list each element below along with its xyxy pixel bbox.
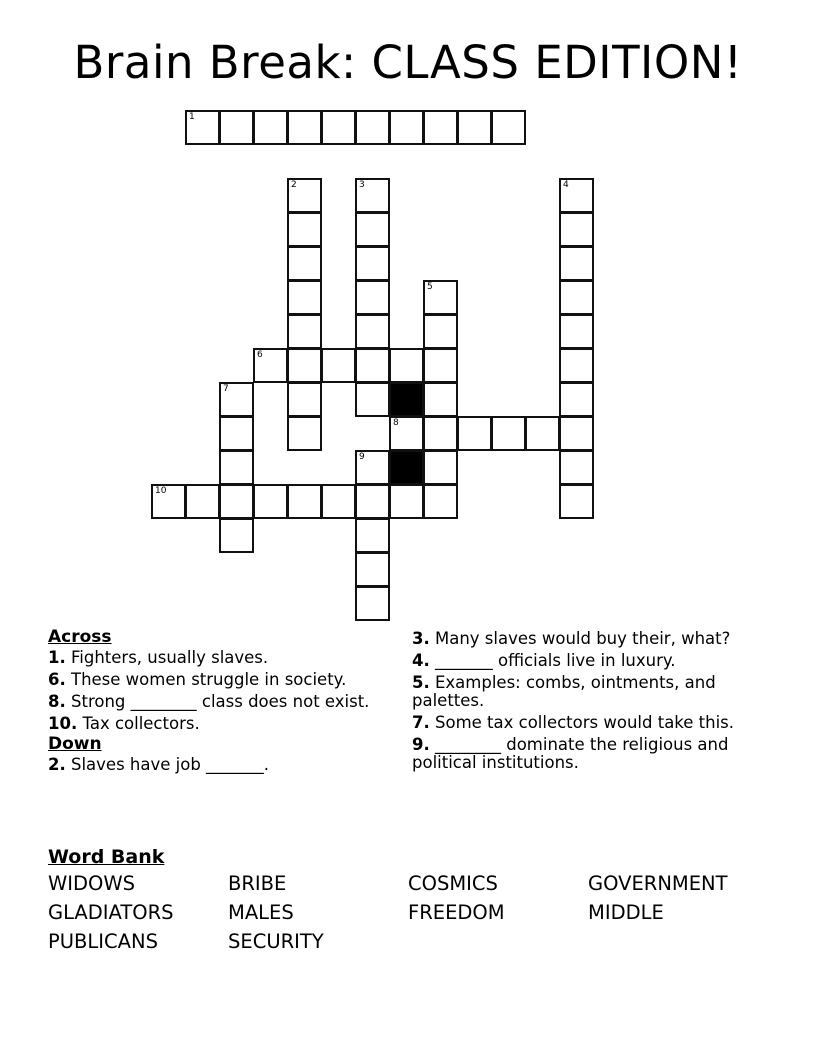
grid-cell[interactable] [389, 110, 424, 145]
across-heading: Across [48, 627, 112, 647]
grid-cell[interactable] [559, 212, 594, 247]
grid-cell[interactable] [423, 382, 458, 417]
grid-cell[interactable] [423, 280, 458, 315]
clue-number-label: 9 [359, 452, 365, 462]
grid-cell[interactable] [185, 110, 220, 145]
clue-text: Examples: combs, ointments, and palettes. [412, 673, 716, 710]
grid-cell[interactable] [355, 552, 390, 587]
grid-cell[interactable] [287, 110, 322, 145]
word-bank-heading: Word Bank [48, 846, 165, 868]
word-bank-item: SECURITY [228, 930, 324, 953]
grid-cell[interactable] [287, 314, 322, 349]
clue-down-3 [412, 630, 752, 648]
grid-cell[interactable] [559, 178, 594, 213]
clue-text: Slaves have job _______. [65, 755, 270, 774]
grid-cell[interactable] [457, 416, 492, 451]
clue-number-label: 10 [155, 486, 167, 496]
clue-text: Many slaves would buy their, what? [429, 629, 731, 648]
down-heading: Down [48, 734, 102, 754]
grid-cell[interactable] [423, 416, 458, 451]
grid-cell[interactable] [287, 280, 322, 315]
clue-text: Fighters, usually slaves. [65, 648, 269, 667]
clue-number: 7. [412, 713, 430, 732]
grid-cell[interactable] [287, 246, 322, 281]
grid-cell[interactable] [355, 586, 390, 621]
word-bank-item: WIDOWS [48, 872, 136, 895]
word-bank-list [48, 872, 768, 953]
black-cell [389, 450, 424, 485]
grid-cell[interactable] [559, 416, 594, 451]
grid-cell[interactable] [355, 246, 390, 281]
grid-cell[interactable] [355, 382, 390, 417]
grid-cell[interactable] [355, 484, 390, 519]
grid-cell[interactable] [355, 178, 390, 213]
grid-cell[interactable] [355, 212, 390, 247]
clue-down-9 [412, 736, 752, 772]
grid-cell[interactable] [525, 416, 560, 451]
word-bank-item: FREEDOM [408, 901, 505, 924]
grid-cell[interactable] [321, 110, 356, 145]
clue-number-label: 1 [189, 112, 195, 122]
black-cell [389, 382, 424, 417]
clue-number-label: 6 [257, 350, 263, 360]
clue-number: 10. [48, 714, 78, 733]
clues-left-column [48, 628, 388, 778]
word-bank-item: COSMICS [408, 872, 498, 895]
grid-cell[interactable] [355, 110, 390, 145]
clue-number: 1. [48, 648, 66, 667]
grid-cell[interactable] [423, 314, 458, 349]
grid-cell[interactable] [219, 110, 254, 145]
grid-cell[interactable] [287, 416, 322, 451]
grid-cell[interactable] [185, 484, 220, 519]
grid-cell[interactable] [423, 348, 458, 383]
clue-down-4 [412, 652, 752, 670]
word-bank-item: GLADIATORS [48, 901, 174, 924]
word-bank-item: MALES [228, 901, 294, 924]
grid-cell[interactable] [219, 450, 254, 485]
word-bank-item: GOVERNMENT [588, 872, 728, 895]
clue-number-label: 8 [393, 418, 399, 428]
grid-cell[interactable] [219, 518, 254, 553]
word-bank-item: BRIBE [228, 872, 287, 895]
grid-cell[interactable] [219, 416, 254, 451]
clue-number-label: 5 [427, 282, 433, 292]
grid-cell[interactable] [389, 348, 424, 383]
clue-number-label: 3 [359, 180, 365, 190]
grid-cell[interactable] [423, 484, 458, 519]
grid-cell[interactable] [559, 280, 594, 315]
grid-cell[interactable] [287, 348, 322, 383]
grid-cell[interactable] [287, 382, 322, 417]
clue-text: Some tax collectors would take this. [429, 713, 735, 732]
clue-across-8 [48, 693, 388, 711]
grid-cell[interactable] [287, 178, 322, 213]
clue-text: Strong ________ class does not exist. [65, 692, 370, 711]
grid-cell[interactable] [389, 416, 424, 451]
grid-cell[interactable] [559, 314, 594, 349]
grid-cell[interactable] [253, 484, 288, 519]
grid-cell[interactable] [321, 348, 356, 383]
clue-across-6 [48, 671, 388, 689]
grid-cell[interactable] [321, 484, 356, 519]
clue-number-label: 2 [291, 180, 297, 190]
grid-cell[interactable] [355, 518, 390, 553]
clue-number: 6. [48, 670, 66, 689]
clue-number-label: 7 [223, 384, 229, 394]
clue-down-5 [412, 674, 752, 710]
grid-cell[interactable] [355, 450, 390, 485]
grid-cell[interactable] [423, 110, 458, 145]
grid-cell[interactable] [219, 484, 254, 519]
clue-number: 5. [412, 673, 430, 692]
clue-across-10 [48, 715, 388, 733]
grid-cell[interactable] [559, 348, 594, 383]
page-title: Brain Break: CLASS EDITION! [73, 36, 743, 89]
grid-cell[interactable] [491, 110, 526, 145]
grid-cell[interactable] [151, 484, 186, 519]
word-bank [48, 846, 768, 953]
grid-cell[interactable] [355, 314, 390, 349]
clue-number: 4. [412, 651, 430, 670]
clue-down-7 [412, 714, 752, 732]
clue-number: 9. [412, 735, 430, 754]
clue-text: _______ officials live in luxury. [429, 651, 676, 670]
clue-down-2 [48, 756, 388, 774]
grid-cell[interactable] [457, 110, 492, 145]
grid-cell[interactable] [219, 382, 254, 417]
clues-right-column [412, 630, 752, 776]
grid-cell[interactable] [287, 484, 322, 519]
grid-cell[interactable] [253, 110, 288, 145]
grid-cell[interactable] [389, 484, 424, 519]
grid-cell[interactable] [559, 450, 594, 485]
clue-number: 3. [412, 629, 430, 648]
clue-text: These women struggle in society. [65, 670, 347, 689]
grid-cell[interactable] [491, 416, 526, 451]
grid-cell[interactable] [423, 450, 458, 485]
clue-number: 8. [48, 692, 66, 711]
grid-cell[interactable] [355, 280, 390, 315]
grid-cell[interactable] [559, 382, 594, 417]
clue-text: ________ dominate the religious and political institutions. [412, 735, 729, 772]
crossword-grid [152, 111, 612, 631]
clue-number-label: 4 [563, 180, 569, 190]
grid-cell[interactable] [355, 348, 390, 383]
grid-cell[interactable] [559, 246, 594, 281]
clue-text: Tax collectors. [77, 714, 200, 733]
word-bank-item: PUBLICANS [48, 930, 158, 953]
grid-cell[interactable] [559, 484, 594, 519]
grid-cell[interactable] [287, 212, 322, 247]
grid-cell[interactable] [253, 348, 288, 383]
clue-across-1 [48, 649, 388, 667]
clue-number: 2. [48, 755, 66, 774]
word-bank-item: MIDDLE [588, 901, 664, 924]
